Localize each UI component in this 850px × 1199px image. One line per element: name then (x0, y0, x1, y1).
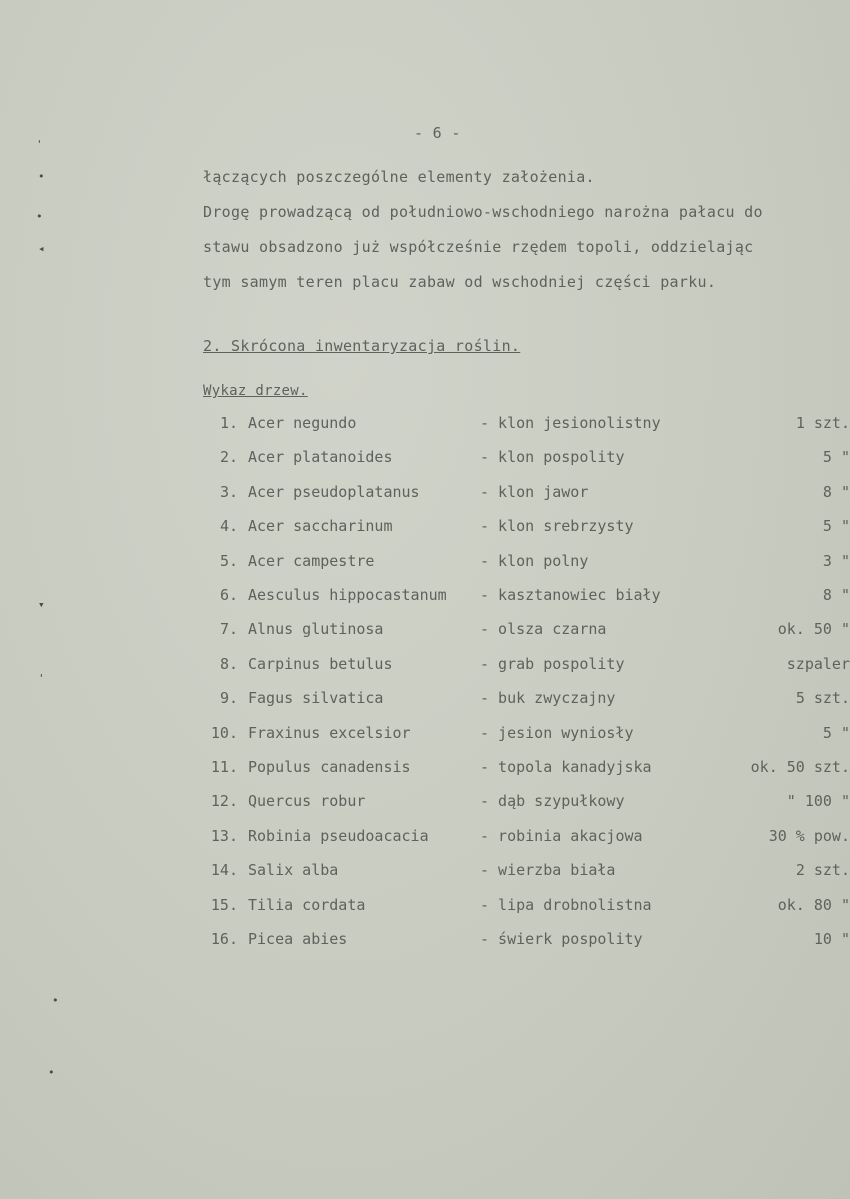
tree-quantity: 8 " (822, 482, 850, 501)
scan-mark: ▾ (38, 598, 45, 611)
tree-list-row (0, 792, 850, 826)
tree-latin-name: Fraxinus excelsior (248, 723, 411, 742)
tree-latin-name: Carpinus betulus (248, 654, 393, 673)
tree-quantity: ok. 50 szt. (750, 758, 850, 776)
tree-latin-name: Quercus robur (248, 792, 366, 811)
scan-mark: • (52, 994, 59, 1007)
tree-number: 8. (219, 654, 238, 673)
tree-quantity: 5 szt. (795, 689, 850, 708)
paragraph-line: łączących poszczególne elementy założenia. (203, 168, 595, 186)
tree-latin-name: Acer negundo (248, 414, 357, 432)
tree-list-row (0, 586, 850, 620)
tree-list-row (0, 689, 850, 723)
tree-list-row (0, 724, 850, 758)
tree-polish-name: - świerk pospolity (480, 930, 643, 948)
tree-latin-name: Picea abies (248, 930, 348, 948)
scan-mark: • (38, 170, 45, 183)
section-heading: 2. Skrócona inwentaryzacja roślin. (203, 337, 521, 355)
tree-number: 6. (219, 586, 238, 604)
scan-mark: • (48, 1066, 55, 1079)
tree-latin-name: Aesculus hippocastanum (248, 586, 447, 604)
tree-number: 13. (210, 826, 238, 845)
tree-quantity: 2 szt. (795, 861, 850, 880)
tree-polish-name: - dąb szypułkowy (480, 792, 625, 811)
tree-latin-name: Acer platanoides (248, 448, 393, 467)
tree-polish-name: - kasztanowiec biały (480, 586, 661, 604)
tree-quantity: 3 " (822, 551, 850, 570)
page-number: - 6 - (414, 124, 461, 142)
tree-number: 4. (219, 517, 238, 536)
tree-quantity: szpaler (786, 654, 850, 673)
tree-number: 2. (219, 448, 238, 467)
tree-list-row (0, 758, 850, 792)
tree-number: 5. (219, 551, 238, 570)
tree-latin-name: Tilia cordata (248, 895, 366, 914)
tree-list-row (0, 620, 850, 654)
scan-mark: ◂ (38, 242, 45, 255)
paragraph-line: tym samym teren placu zabaw od wschodniej części parku. (203, 273, 717, 291)
tree-list-row (0, 483, 850, 517)
tree-polish-name: - olsza czarna (480, 620, 607, 639)
tree-list-row (0, 655, 850, 689)
paragraph-line: stawu obsadzono już współcześnie rzędem topoli, oddzielając (203, 238, 754, 256)
tree-polish-name: - klon pospolity (480, 448, 625, 467)
tree-polish-name: - grab pospolity (480, 654, 625, 673)
tree-list-row (0, 552, 850, 586)
tree-latin-name: Robinia pseudoacacia (248, 826, 429, 845)
tree-number: 9. (219, 689, 238, 708)
tree-quantity: 5 " (822, 723, 850, 742)
tree-latin-name: Acer campestre (248, 551, 375, 570)
tree-number: 15. (210, 895, 238, 914)
tree-number: 7. (219, 620, 238, 639)
tree-list-row (0, 414, 850, 448)
tree-polish-name: - buk zwyczajny (480, 689, 616, 708)
tree-number: 10. (210, 723, 238, 742)
tree-quantity: " 100 " (786, 792, 850, 811)
tree-polish-name: - topola kanadyjska (480, 758, 652, 776)
tree-latin-name: Salix alba (248, 861, 339, 880)
tree-number: 14. (210, 861, 238, 880)
tree-number: 11. (210, 758, 238, 776)
tree-polish-name: - klon srebrzysty (480, 517, 634, 536)
scan-mark: ' (38, 672, 45, 685)
scan-mark: ' (36, 138, 43, 151)
tree-latin-name: Acer saccharinum (248, 517, 393, 536)
tree-latin-name: Alnus glutinosa (248, 620, 384, 639)
subheading: Wykaz drzew. (203, 383, 308, 399)
tree-number: 16. (210, 930, 238, 948)
tree-number: 12. (210, 792, 238, 811)
tree-quantity: ok. 50 " (777, 620, 850, 639)
tree-quantity: 8 " (822, 586, 850, 604)
tree-quantity: 5 " (822, 448, 850, 467)
tree-latin-name: Populus canadensis (248, 758, 411, 776)
tree-list-row (0, 448, 850, 482)
paragraph-line: Drogę prowadzącą od południowo-wschodniego narożna pałacu do (203, 203, 763, 221)
tree-polish-name: - klon jesionolistny (480, 414, 661, 432)
tree-polish-name: - wierzba biała (480, 861, 616, 880)
tree-quantity: 5 " (822, 517, 850, 536)
tree-list-row (0, 861, 850, 895)
tree-list-row (0, 827, 850, 861)
tree-list-row (0, 930, 850, 964)
body-paragraph (203, 160, 763, 300)
tree-list-row (0, 517, 850, 551)
tree-quantity: 30 % pow. (768, 826, 850, 845)
tree-polish-name: - jesion wyniosły (480, 723, 634, 742)
tree-number: 3. (219, 482, 238, 501)
tree-quantity: 10 " (813, 930, 850, 948)
tree-list-row (0, 896, 850, 930)
tree-polish-name: - robinia akacjowa (480, 826, 643, 845)
tree-number: 1. (219, 414, 238, 432)
tree-polish-name: - lipa drobnolistna (480, 895, 652, 914)
tree-polish-name: - klon polny (480, 551, 589, 570)
tree-quantity: 1 szt. (795, 414, 850, 432)
tree-latin-name: Acer pseudoplatanus (248, 482, 420, 501)
tree-quantity: ok. 80 " (777, 895, 850, 914)
tree-latin-name: Fagus silvatica (248, 689, 384, 708)
scan-mark: • (36, 210, 43, 223)
tree-polish-name: - klon jawor (480, 482, 589, 501)
